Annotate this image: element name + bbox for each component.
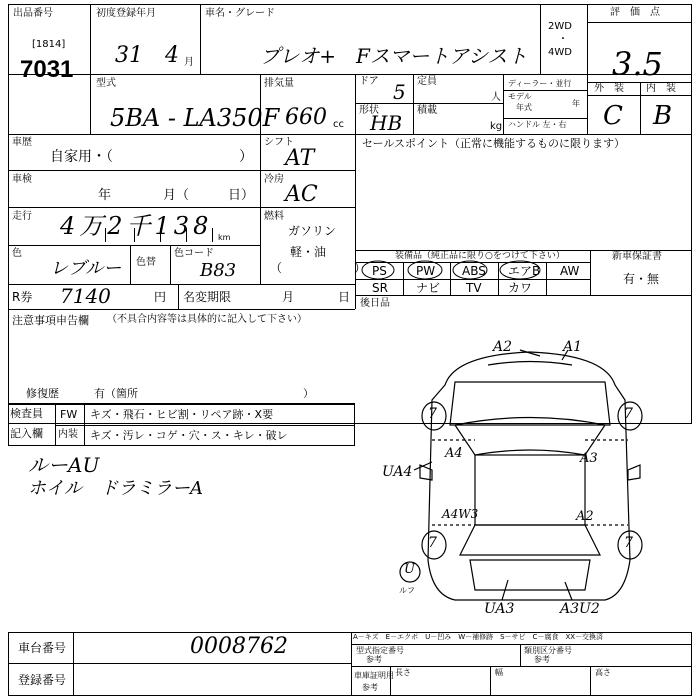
interior-label: 内 装	[646, 83, 676, 94]
equip-abs: ABS	[462, 264, 486, 278]
score-value: 3.5	[612, 45, 663, 83]
mark-top-a2: A2	[493, 339, 513, 355]
reg-cert-sub: 参考	[362, 683, 378, 692]
mark-tire-rr: 7	[624, 535, 633, 551]
equip-aw: AW	[560, 264, 580, 278]
equip-tv: TV	[466, 281, 482, 295]
history-label: 車歴	[12, 137, 32, 148]
exterior-grade: C	[603, 101, 623, 131]
chassis-value: 0008762	[190, 634, 288, 659]
model-grade-value: プレオ+ Fスマートアシスト	[260, 44, 528, 68]
color-change-label: 色替	[136, 257, 156, 268]
drive-sep: ・	[558, 34, 568, 45]
color-code-value: B83	[200, 260, 237, 281]
score-label: 評 価 点	[610, 7, 660, 18]
mark-top-a1: A1	[563, 339, 583, 355]
type-label: 型式	[96, 78, 116, 89]
mark-bottom-a3u2: A3U2	[560, 601, 600, 617]
mark-tire-fl: 7	[428, 406, 437, 422]
type-cert-label: 型式指定番号	[356, 646, 404, 655]
name-change-day: 日	[338, 290, 351, 304]
model-year-unit: 年	[572, 99, 580, 108]
fw-label: FW	[60, 408, 78, 421]
drive-2wd: 2WD	[548, 21, 572, 32]
type-value: 5BA - LA350F	[110, 104, 280, 132]
doors-value: 5	[393, 80, 406, 104]
repair-label: 修復歴	[26, 387, 59, 400]
name-change-label: 名変期限	[183, 290, 232, 304]
mark-left-ua4: UA4	[382, 464, 413, 480]
equipment-label: 装備品（純正品に限り○をつけて下さい）	[395, 251, 565, 261]
ac-value: AC	[285, 182, 318, 207]
color-code-label: 色コード	[174, 248, 214, 259]
lot-label: 出品番号	[13, 8, 53, 19]
mileage-label: 走行	[12, 211, 32, 222]
reg-cert-label: 車庫証明用	[354, 671, 394, 680]
type-cert-sub: 参考	[366, 655, 382, 664]
damage-legend: A－キズ E－エクボ U－凹み W－補修跡 S－サビ C－腐食 XX－交換済	[353, 633, 604, 641]
mark-tire-rl: 7	[428, 535, 437, 551]
first-reg-month: 4	[165, 43, 179, 68]
hand-note-2: ホイル ドラミラーA	[28, 478, 203, 499]
notes-hint: （不具合内容等は具体的に記入して下さい）	[107, 314, 307, 325]
model-grade-label: 車名・グレード	[205, 8, 275, 19]
first-reg-label: 初度登録年月	[96, 8, 156, 19]
mark-a3: A3	[580, 451, 598, 466]
doors-label: ドア	[359, 76, 379, 87]
fuel-label: 燃料	[264, 211, 284, 222]
first-reg-month-unit: 月	[184, 57, 194, 68]
hand-note-1: ルーAU	[28, 453, 100, 477]
mark-bottom-ua3: UA3	[484, 601, 515, 617]
fuel-light-oil: 軽・油	[290, 245, 327, 259]
notes-label: 注意事項申告欄	[12, 314, 89, 327]
int-items: キズ・汚レ・コゲ・穴・ス・キレ・破レ	[90, 429, 288, 442]
shape-value: HB	[370, 111, 403, 135]
capacity-label: 定員	[417, 76, 437, 87]
fuel-gasoline: ガソリン	[288, 224, 337, 238]
dealer-label: ディーラー・並行	[508, 79, 572, 88]
mileage-unit: km	[218, 233, 231, 242]
reg-label: 登録番号	[18, 673, 67, 687]
mark-roof-label: ルフ	[399, 586, 415, 595]
width-label: 幅	[495, 668, 503, 677]
load-label: 積載	[417, 105, 437, 116]
load-unit: kg	[490, 121, 503, 132]
shift-value: AT	[285, 146, 315, 171]
height-label: 高さ	[595, 668, 611, 677]
int-label: 内装	[58, 429, 78, 440]
shift-label: シフト	[264, 137, 294, 148]
recycle-unit: 円	[154, 290, 167, 304]
mark-tire-fr: 7	[624, 406, 633, 422]
handle-label: ハンドル 左・右	[508, 120, 567, 129]
equip-leather: カワ	[508, 281, 533, 295]
equip-sr: SR	[372, 281, 388, 295]
recycle-label: R券	[12, 290, 33, 304]
mark-roof-u: U	[404, 562, 415, 577]
sales-point-label: セールスポイント（正常に機能するものに限ります）	[362, 137, 626, 150]
inspection-label: 車検	[12, 174, 32, 185]
mark-a4w3: A4W3	[442, 507, 479, 521]
history-value: 自家用・（ ）	[50, 149, 253, 165]
model-year-sub: 年式	[516, 103, 532, 112]
drive-4wd: 4WD	[548, 47, 572, 58]
displacement-value: 660	[285, 105, 327, 130]
fw-items: キズ・飛石・ヒビ割・リペア跡・X要	[90, 408, 274, 421]
inspector-label-1: 検査員	[10, 407, 43, 420]
name-change-month: 月	[282, 290, 295, 304]
equip-airbag: エアB	[508, 264, 541, 278]
equip-pw: PW	[416, 264, 436, 278]
model-year-label: モデル	[508, 92, 532, 101]
length-label: 長さ	[395, 668, 411, 677]
ac-label: 冷房	[264, 174, 284, 185]
lot-code: [1814]	[32, 39, 66, 50]
exterior-label: 外 装	[594, 83, 624, 94]
first-reg-year: 31	[115, 43, 143, 68]
after-book-label: 後日品	[360, 298, 390, 309]
recycle-value: 7140	[60, 284, 111, 308]
chassis-label: 車台番号	[18, 641, 67, 655]
mileage-value: 4万2千138	[60, 212, 213, 240]
shape-label: 形状	[359, 105, 379, 116]
warranty-value: 有・無	[623, 272, 660, 286]
mark-a4: A4	[445, 446, 463, 461]
warranty-label: 新車保証書	[612, 251, 662, 262]
color-label: 色	[12, 248, 22, 259]
inspector-label-2: 記入欄	[10, 427, 43, 440]
displacement-unit: cc	[333, 119, 344, 130]
capacity-unit: 人	[491, 92, 501, 103]
color-value: レブルー	[50, 258, 122, 279]
repair-value: 有（箇所 ）	[94, 387, 314, 400]
interior-grade: B	[653, 101, 673, 131]
lot-number: 7031	[20, 56, 74, 83]
equip-navi: ナビ	[416, 281, 441, 295]
equip-ps: PS	[372, 264, 387, 278]
mark-a2: A2	[576, 509, 594, 524]
class-label: 類別区分番号	[524, 646, 572, 655]
inspection-value: 年 月（ 日）	[98, 188, 255, 203]
displacement-label: 排気量	[264, 78, 294, 89]
class-sub: 参考	[534, 655, 550, 664]
